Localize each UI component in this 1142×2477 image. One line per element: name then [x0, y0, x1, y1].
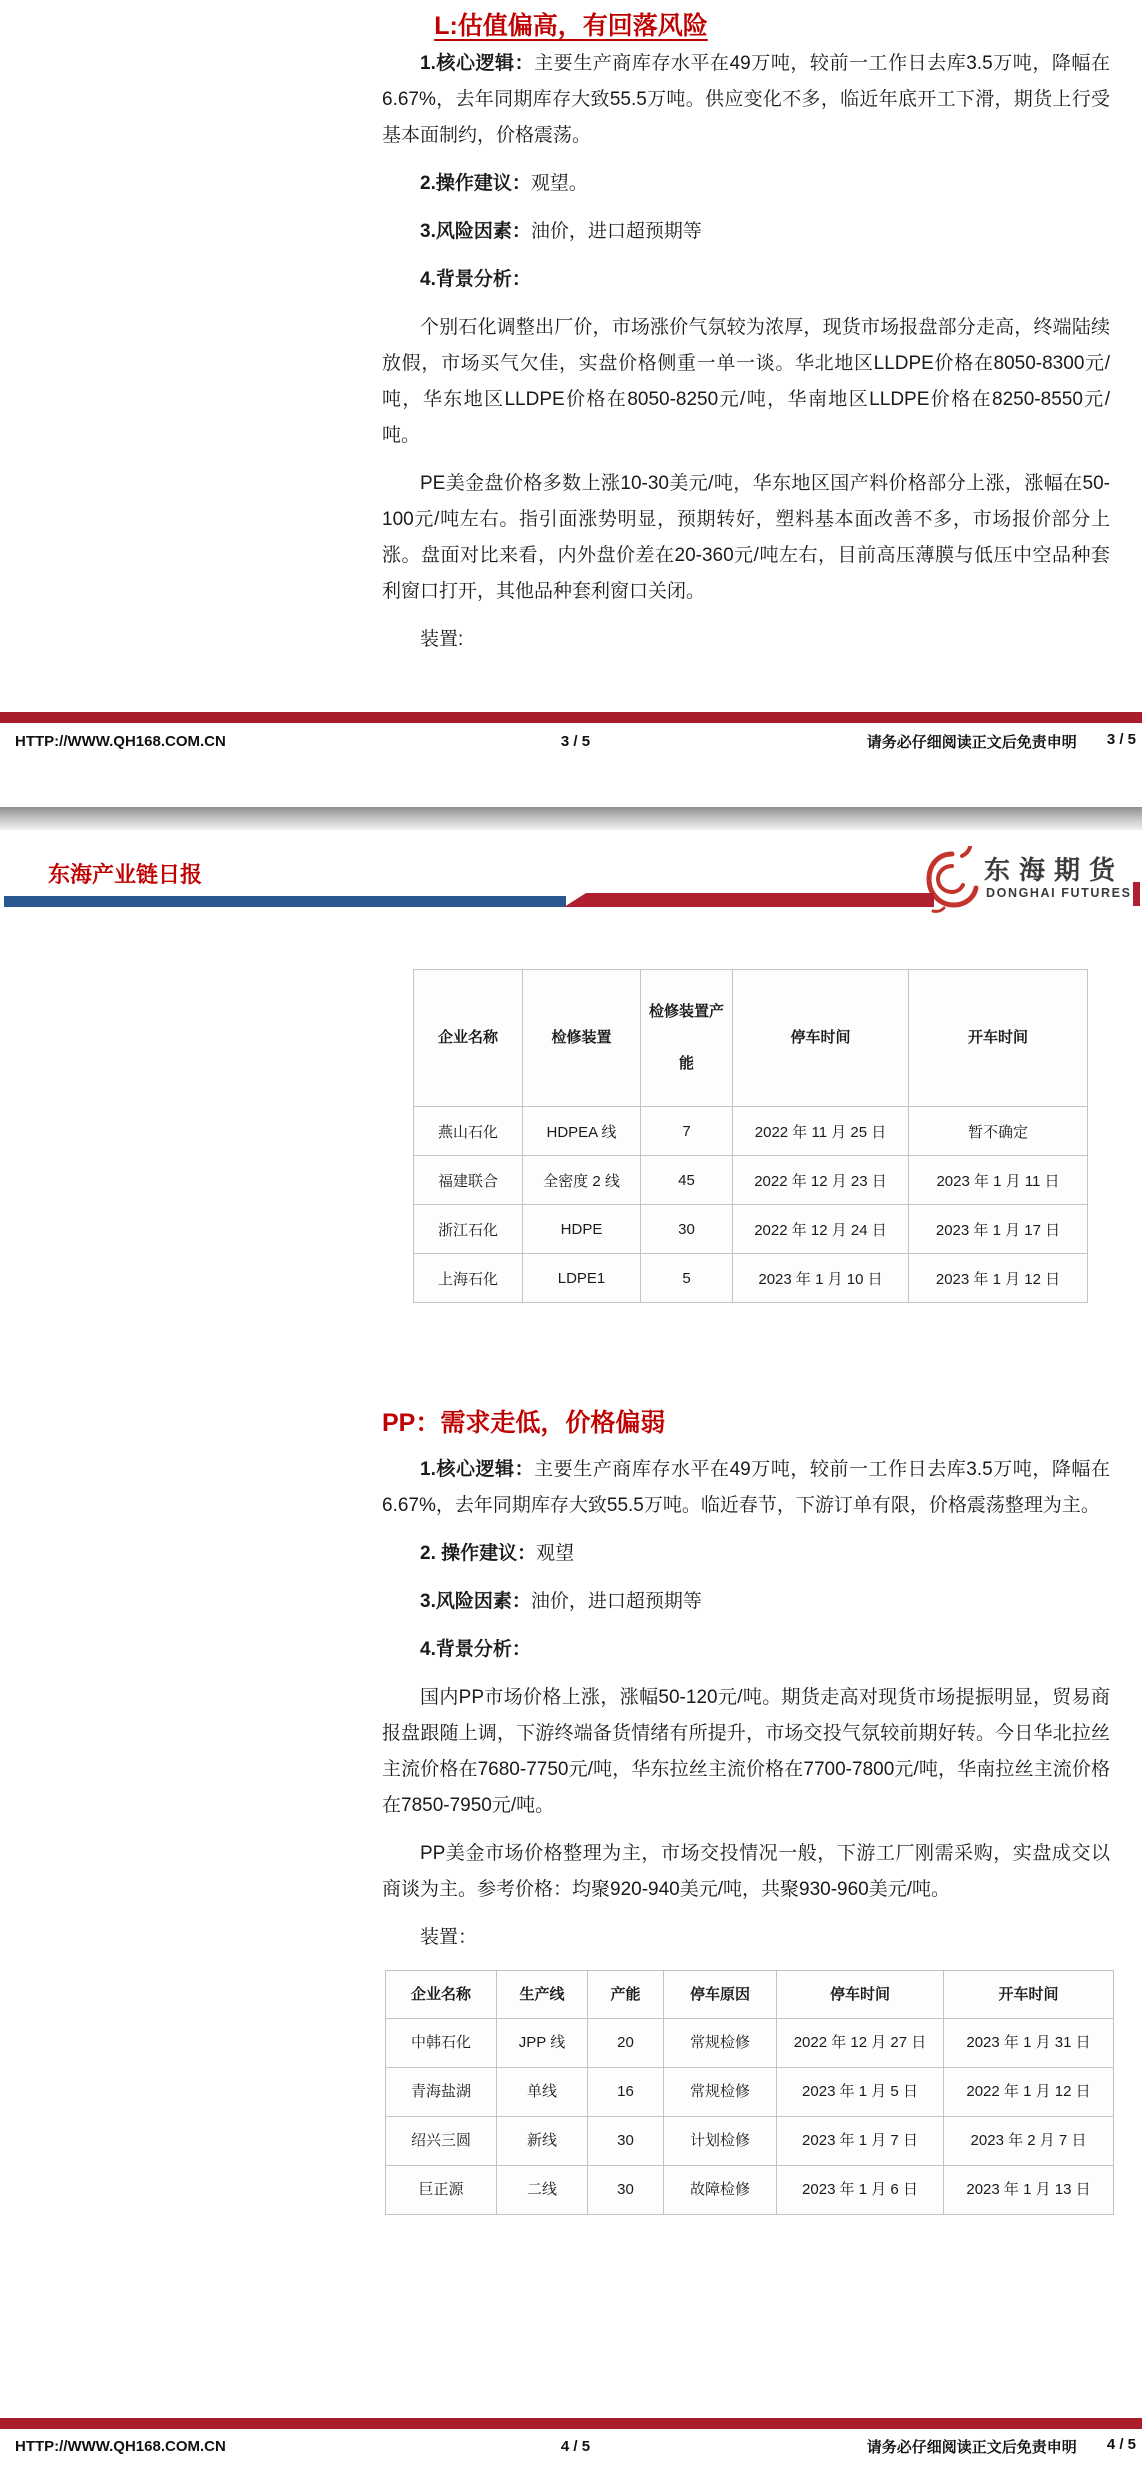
column-header: 产能 — [588, 1971, 664, 2019]
logo-red-mark — [1133, 882, 1140, 906]
footer-page-number: 3 / 5 — [560, 733, 591, 750]
header-bar-blue — [4, 896, 566, 907]
table-cell: HDPE — [523, 1205, 641, 1254]
table-cell: 2023 年 1 月 31 日 — [944, 2019, 1114, 2068]
table-cell: LDPE1 — [523, 1254, 641, 1303]
paragraph-text: PP美金市场价格整理为主，市场交投情况一般，下游工厂刚需采购，实盘成交以商谈为主。参考价格：均聚920-940美元/吨，共聚930-960美元/吨。 — [382, 1843, 1110, 1900]
table-cell: 2022 年 12 月 24 日 — [733, 1205, 909, 1254]
paragraph-advice — [382, 1536, 1110, 1572]
table-cell: 2023 年 1 月 6 日 — [777, 2166, 944, 2215]
header-accent-bar — [4, 893, 934, 907]
footer-url: HTTP://WWW.QH168.COM.CN — [15, 2438, 226, 2455]
table-cell: 2023 年 1 月 7 日 — [777, 2117, 944, 2166]
table-cell: 2023 年 1 月 13 日 — [944, 2166, 1114, 2215]
paragraph-text: 主要生产商库存水平在49万吨，较前一工作日去库3.5万吨，降幅在6.67%，去年同期库存大致55.5万吨。临近春节，下游订单有限，价格震荡整理为主。 — [382, 1459, 1110, 1516]
table-cell: 2023 年 1 月 10 日 — [733, 1254, 909, 1303]
paragraph-risk — [382, 1584, 1110, 1620]
column-header: 停车时间 — [733, 970, 909, 1107]
page-footer — [0, 2436, 1142, 2457]
paragraph-label: 4.背景分析： — [420, 1639, 531, 1660]
column-header: 停车时间 — [777, 1971, 944, 2019]
table-cell: 燕山石化 — [414, 1107, 523, 1156]
paragraph-text: 国内PP市场价格上涨，涨幅50-120元/吨。期货走高对现货市场提振明显，贸易商报盘跟随上调，下游终端备货情绪有所提升，市场交投气氛较前期好转。今日华北拉丝主流价格在7680-7750元/吨，华东拉丝主流价格在7700-7800元/吨，华南拉丝主流价格在7850-7950元/吨。 — [382, 1687, 1110, 1816]
table-cell: 2022 年 12 月 23 日 — [733, 1156, 909, 1205]
paragraph-background — [382, 262, 1110, 298]
column-header: 检修装置产能 — [641, 970, 733, 1107]
footer-disclaimer: 请务必仔细阅读正文后免责申明 — [866, 2439, 1077, 2456]
device-label: 装置: — [420, 629, 464, 650]
table-cell: 20 — [588, 2019, 664, 2068]
table-cell: 2023 年 2 月 7 日 — [944, 2117, 1114, 2166]
paragraph-label: 3.风险因素： — [420, 1591, 531, 1612]
table-row — [414, 1254, 1088, 1303]
paragraph-market — [382, 1680, 1110, 1824]
footer-page-number: 4 / 5 — [560, 2438, 591, 2455]
table-cell: 2023 年 1 月 11 日 — [909, 1156, 1088, 1205]
column-header: 检修装置 — [523, 970, 641, 1107]
table-cell: 福建联合 — [414, 1156, 523, 1205]
section-title-l: L:估值偏高，有回落风险 — [434, 12, 708, 40]
header-bar-red — [564, 893, 934, 907]
paragraph-text: 观望。 — [530, 173, 588, 194]
paragraph-core-logic — [382, 1452, 1110, 1524]
table-cell: 巨正源 — [386, 2166, 497, 2215]
paragraph-label: 3.风险因素： — [420, 221, 531, 242]
table-row — [386, 2117, 1114, 2166]
table-cell: 16 — [588, 2068, 664, 2117]
column-header: 开车时间 — [909, 970, 1088, 1107]
table-cell: 2023 年 1 月 17 日 — [909, 1205, 1088, 1254]
table-cell: 暂不确定 — [909, 1107, 1088, 1156]
page-break-divider — [0, 807, 1142, 830]
paragraph-background — [382, 1632, 1110, 1668]
table-row — [386, 2068, 1114, 2117]
page-footer — [0, 731, 1142, 752]
table-row — [414, 1205, 1088, 1254]
table-cell: 绍兴三圆 — [386, 2117, 497, 2166]
table-cell: 单线 — [497, 2068, 588, 2117]
paragraph-text: 油价，进口超预期等 — [530, 221, 702, 242]
paragraph-text: PE美金盘价格多数上涨10-30美元/吨，华东地区国产料价格部分上涨，涨幅在50-100元/吨左右。指引面涨势明显，预期转好，塑料基本面改善不多，市场报价部分上涨。盘面对比来看，内外盘价差在20-360元/吨左右，目前高压薄膜与低压中空品种套利窗口打开，其他品种套利窗口关闭。 — [382, 473, 1110, 602]
report-title: 东海产业链日报 — [48, 862, 203, 887]
paragraph-label: 1.核心逻辑： — [420, 1459, 535, 1480]
table-cell: 全密度 2 线 — [523, 1156, 641, 1205]
footer-divider-bar — [0, 712, 1142, 723]
paragraph-label: 4.背景分析： — [420, 269, 531, 290]
paragraph-text: 主要生产商库存水平在49万吨，较前一工作日去库3.5万吨，降幅在6.67%，去年同期库存大致55.5万吨。供应变化不多，临近年底开工下滑，期货上行受基本面制约，价格震荡。 — [382, 53, 1110, 146]
table-cell: 7 — [641, 1107, 733, 1156]
column-header: 停车原因 — [664, 1971, 777, 2019]
paragraph-text: 观望 — [536, 1543, 575, 1564]
column-header: 开车时间 — [944, 1971, 1114, 2019]
pe-maintenance-table — [413, 969, 1088, 1303]
paragraph-usd-market — [382, 1836, 1110, 1908]
paragraph-label: 1.核心逻辑： — [420, 53, 535, 74]
table-cell: 上海石化 — [414, 1254, 523, 1303]
table-header-row — [386, 1971, 1114, 2019]
table-cell: 常规检修 — [664, 2068, 777, 2117]
paragraph-advice — [382, 166, 1110, 202]
column-header: 企业名称 — [386, 1971, 497, 2019]
table-cell: 45 — [641, 1156, 733, 1205]
page1-body — [382, 46, 1110, 670]
footer-divider-bar — [0, 2418, 1142, 2429]
table-cell: 故障检修 — [664, 2166, 777, 2215]
table-row — [386, 2166, 1114, 2215]
table-cell: 2023 年 1 月 5 日 — [777, 2068, 944, 2117]
logo-english-name: DONGHAI FUTURES — [986, 886, 1132, 900]
section-title-pp: PP：需求走低，价格偏弱 — [382, 1409, 666, 1437]
table-cell: 中韩石化 — [386, 2019, 497, 2068]
paragraph-risk — [382, 214, 1110, 250]
footer-page-number-right: 4 / 5 — [1106, 2436, 1136, 2453]
table-cell: 2022 年 12 月 27 日 — [777, 2019, 944, 2068]
pp-maintenance-table — [385, 1970, 1114, 2215]
paragraph-text: 油价，进口超预期等 — [530, 1591, 702, 1612]
table-cell: 计划检修 — [664, 2117, 777, 2166]
table-cell: 二线 — [497, 2166, 588, 2215]
paragraph-core-logic — [382, 46, 1110, 154]
footer-page-number-right: 3 / 5 — [1106, 731, 1136, 748]
column-header: 企业名称 — [414, 970, 523, 1107]
paragraph-label: 2.操作建议： — [420, 173, 531, 194]
table-cell: 5 — [641, 1254, 733, 1303]
footer-disclaimer: 请务必仔细阅读正文后免责申明 — [866, 734, 1077, 751]
table-cell: 30 — [588, 2117, 664, 2166]
paragraph-label: 2. 操作建议： — [420, 1543, 537, 1564]
paragraph-market — [382, 310, 1110, 454]
table-cell: 新线 — [497, 2117, 588, 2166]
device-label: 装置： — [420, 1927, 478, 1948]
table-row — [414, 1107, 1088, 1156]
table-row — [414, 1156, 1088, 1205]
table-cell: 30 — [641, 1205, 733, 1254]
table-header-row — [414, 970, 1088, 1107]
table-cell: 2022 年 1 月 12 日 — [944, 2068, 1114, 2117]
table-cell: 2022 年 11 月 25 日 — [733, 1107, 909, 1156]
table-cell: 浙江石化 — [414, 1205, 523, 1254]
donghai-futures-logo — [924, 840, 1140, 922]
table-cell: 常规检修 — [664, 2019, 777, 2068]
paragraph-usd-market — [382, 466, 1110, 610]
table-cell: 2023 年 1 月 12 日 — [909, 1254, 1088, 1303]
column-header: 生产线 — [497, 1971, 588, 2019]
table-cell: 青海盐湖 — [386, 2068, 497, 2117]
table-cell: HDPEA 线 — [523, 1107, 641, 1156]
table-row — [386, 2019, 1114, 2068]
footer-url: HTTP://WWW.QH168.COM.CN — [15, 733, 226, 750]
table-cell: 30 — [588, 2166, 664, 2215]
paragraph-text: 个别石化调整出厂价，市场涨价气氛较为浓厚，现货市场报盘部分走高，终端陆续放假，市场买气欠佳，实盘价格侧重一单一谈。华北地区LLDPE价格在8050-8300元/吨，华东地区LLDPE价格在8050-8250元/吨，华南地区LLDPE价格在8250-8550元/吨。 — [382, 317, 1110, 446]
table-cell: JPP 线 — [497, 2019, 588, 2068]
logo-chinese-name: 东海期货 — [984, 855, 1125, 885]
page2-body — [382, 1406, 1110, 2215]
